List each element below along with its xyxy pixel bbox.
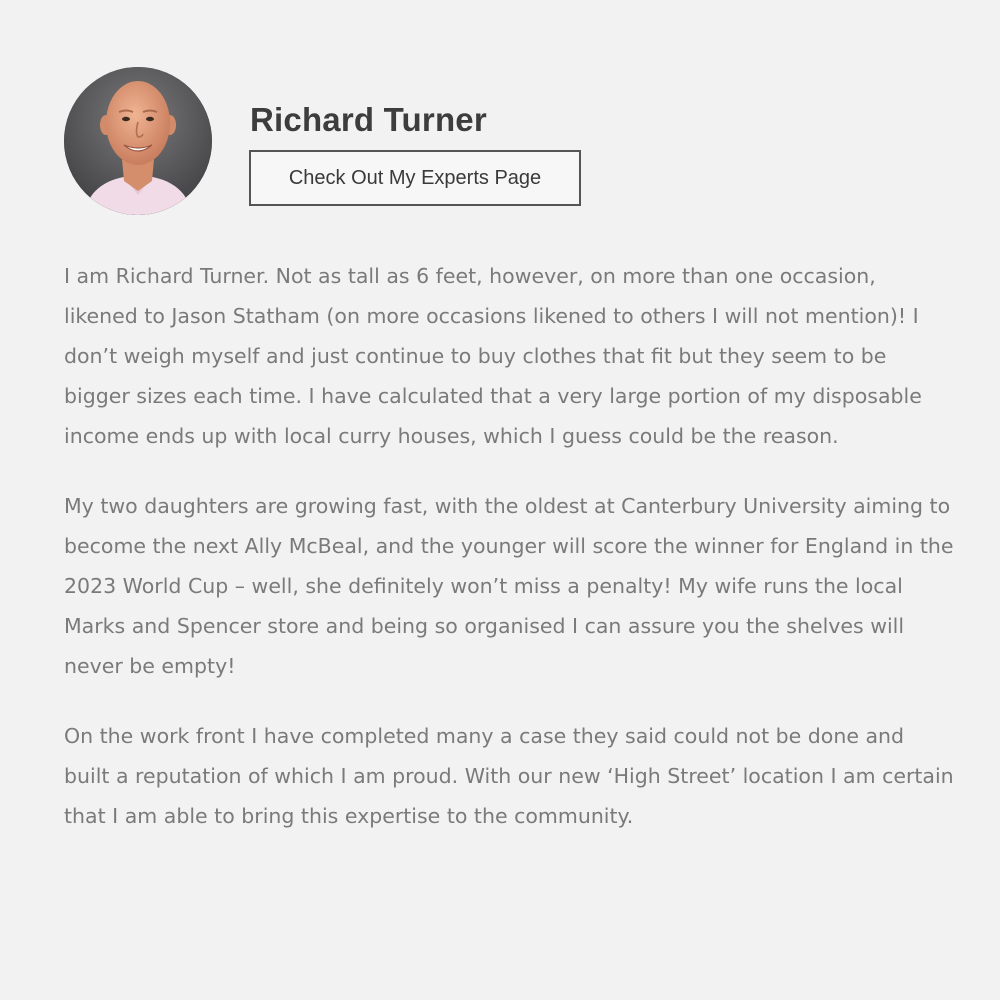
bio-paragraph: I am Richard Turner. Not as tall as 6 feet, however, on more than one occasion, likened to Jason Statham (on more occasions likened to others I will not mention)! I don’t weigh myself and just continue to buy clothes that fit but they seem to be bigger sizes each time. I have calculated that a very large portion of my disposable income ends up with local curry houses, which I guess could be the reason. (64, 264, 922, 448)
bio-paragraph: My two daughters are growing fast, with the oldest at Canterbury University aiming to become the next Ally McBeal, and the younger will score the winner for England in the 2023 World Cup – well, she definitely won’t miss a penalty! My wife runs the local Marks and Spencer store and being so organised I can assure you the shelves will never be empty! (64, 494, 954, 678)
person-photo-icon (64, 67, 212, 215)
bio-section (64, 256, 954, 866)
experts-page-button[interactable]: Check Out My Experts Page (249, 150, 581, 206)
bio-paragraph: On the work front I have completed many a case they said could not be done and built a reputation of which I am proud. With our new ‘High Street’ location I am certain that I am able to bring this expertise to the community. (64, 724, 954, 828)
profile-header (64, 67, 764, 217)
profile-name: Richard Turner (250, 101, 487, 138)
avatar (64, 67, 212, 215)
